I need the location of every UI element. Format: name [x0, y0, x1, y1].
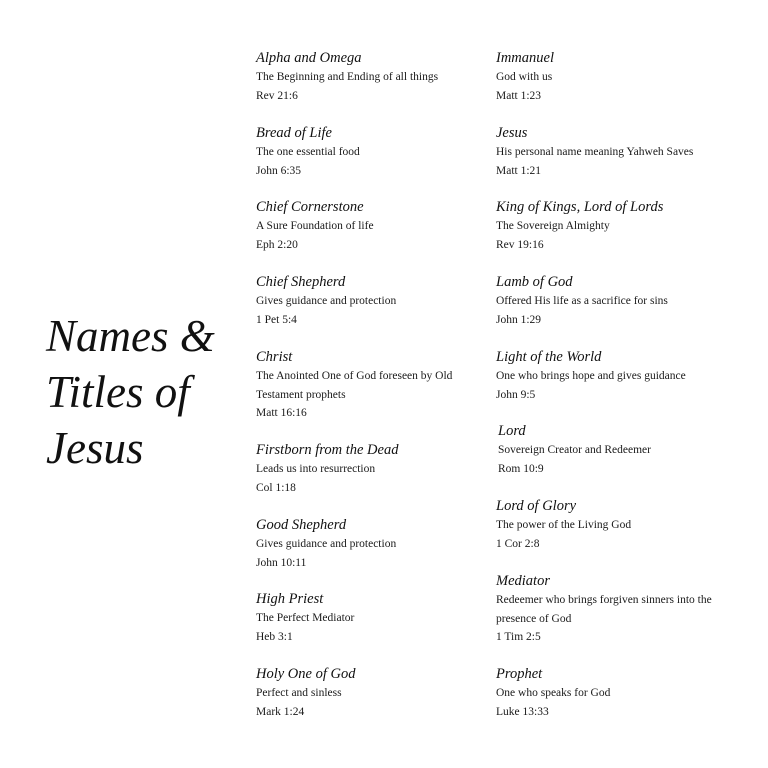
title-entry	[496, 272, 736, 329]
entry-name: Prophet	[496, 666, 543, 682]
entry-reference: Mark 1:24	[256, 705, 305, 718]
entry-description: The Beginning and Ending of all things	[256, 71, 439, 83]
entry-name: Chief Cornerstone	[256, 199, 364, 215]
title-entry	[496, 347, 736, 404]
entry-name: Immanuel	[496, 50, 554, 66]
entry-name: Firstborn from the Dead	[256, 442, 399, 458]
page-title-line: Names &	[46, 311, 215, 361]
entry-reference: Matt 1:23	[496, 89, 542, 102]
entry-description: A Sure Foundation of life	[256, 220, 374, 232]
entry-reference: John 6:35	[256, 164, 302, 177]
title-entry	[498, 421, 738, 478]
entry-reference: Matt 16:16	[256, 407, 307, 419]
entry-name: King of Kings, Lord of Lords	[496, 199, 664, 215]
entry-name: Jesus	[496, 125, 528, 141]
entry-name: Christ	[256, 349, 293, 365]
entry-description: Offered His life as a sacrifice for sins	[496, 295, 668, 307]
entry-description: Sovereign Creator and Redeemer	[498, 444, 651, 456]
entry-name: Lord	[498, 423, 526, 439]
entry-description: One who speaks for God	[496, 687, 611, 699]
title-entry	[256, 197, 482, 254]
entry-description: His personal name meaning Yahweh Saves	[496, 146, 694, 158]
entry-reference: Rev 21:6	[256, 89, 298, 102]
entry-reference: John 10:11	[256, 556, 307, 569]
title-entry	[256, 664, 482, 721]
title-entry	[256, 589, 482, 646]
entry-reference: 1 Pet 5:4	[256, 313, 297, 326]
entry-description: The one essential food	[256, 146, 360, 158]
entry-reference: Heb 3:1	[256, 630, 293, 643]
entry-reference: Eph 2:20	[256, 238, 298, 251]
entry-name: Mediator	[496, 573, 550, 589]
entry-name: Lamb of God	[496, 274, 573, 290]
title-entry	[496, 123, 736, 180]
entry-description: God with us	[496, 71, 553, 83]
page-title-line: Titles of	[46, 367, 190, 417]
entry-name: Chief Shepherd	[256, 274, 346, 290]
page-title-line: Jesus	[46, 423, 144, 473]
entry-name: High Priest	[256, 591, 324, 607]
entry-reference: Rom 10:9	[498, 462, 544, 475]
entry-description: The Anointed One of God foreseen by Old Testament prophets	[256, 370, 453, 401]
title-entry	[496, 496, 736, 553]
entry-description: The Perfect Mediator	[256, 612, 355, 624]
entry-name: Lord of Glory	[496, 498, 577, 514]
entry-name: Bread of Life	[256, 125, 332, 141]
title-entry	[256, 440, 482, 497]
entry-description: Leads us into resurrection	[256, 463, 376, 475]
entry-name: Alpha and Omega	[256, 50, 362, 66]
entry-name: Holy One of God	[256, 666, 356, 682]
entry-reference: Rev 19:16	[496, 238, 544, 251]
title-entry	[496, 48, 736, 105]
entry-reference: John 9:5	[496, 388, 536, 401]
entry-description: Gives guidance and protection	[256, 295, 397, 307]
entry-reference: Col 1:18	[256, 481, 296, 494]
entry-description: One who brings hope and gives guidance	[496, 370, 686, 382]
entry-reference: 1 Tim 2:5	[496, 631, 541, 643]
entry-description: Perfect and sinless	[256, 687, 342, 699]
title-entry	[496, 197, 736, 254]
entry-reference: John 1:29	[496, 313, 542, 326]
entry-reference: 1 Cor 2:8	[496, 537, 540, 550]
title-entry	[256, 515, 482, 572]
title-entry	[256, 123, 482, 180]
title-entry	[256, 347, 482, 423]
title-entry	[496, 571, 736, 647]
entry-reference: Matt 1:21	[496, 164, 542, 177]
entry-name: Good Shepherd	[256, 517, 347, 533]
entry-reference: Luke 13:33	[496, 705, 549, 718]
entry-description: The power of the Living God	[496, 519, 632, 531]
title-entry	[256, 272, 482, 329]
page-title	[46, 308, 236, 476]
entry-name: Light of the World	[496, 349, 602, 365]
title-entry	[496, 664, 736, 721]
title-entry	[256, 48, 482, 105]
entry-description: Redeemer who brings forgiven sinners into the presence of God	[496, 594, 712, 625]
entry-description: The Sovereign Almighty	[496, 220, 610, 232]
entry-description: Gives guidance and protection	[256, 538, 397, 550]
